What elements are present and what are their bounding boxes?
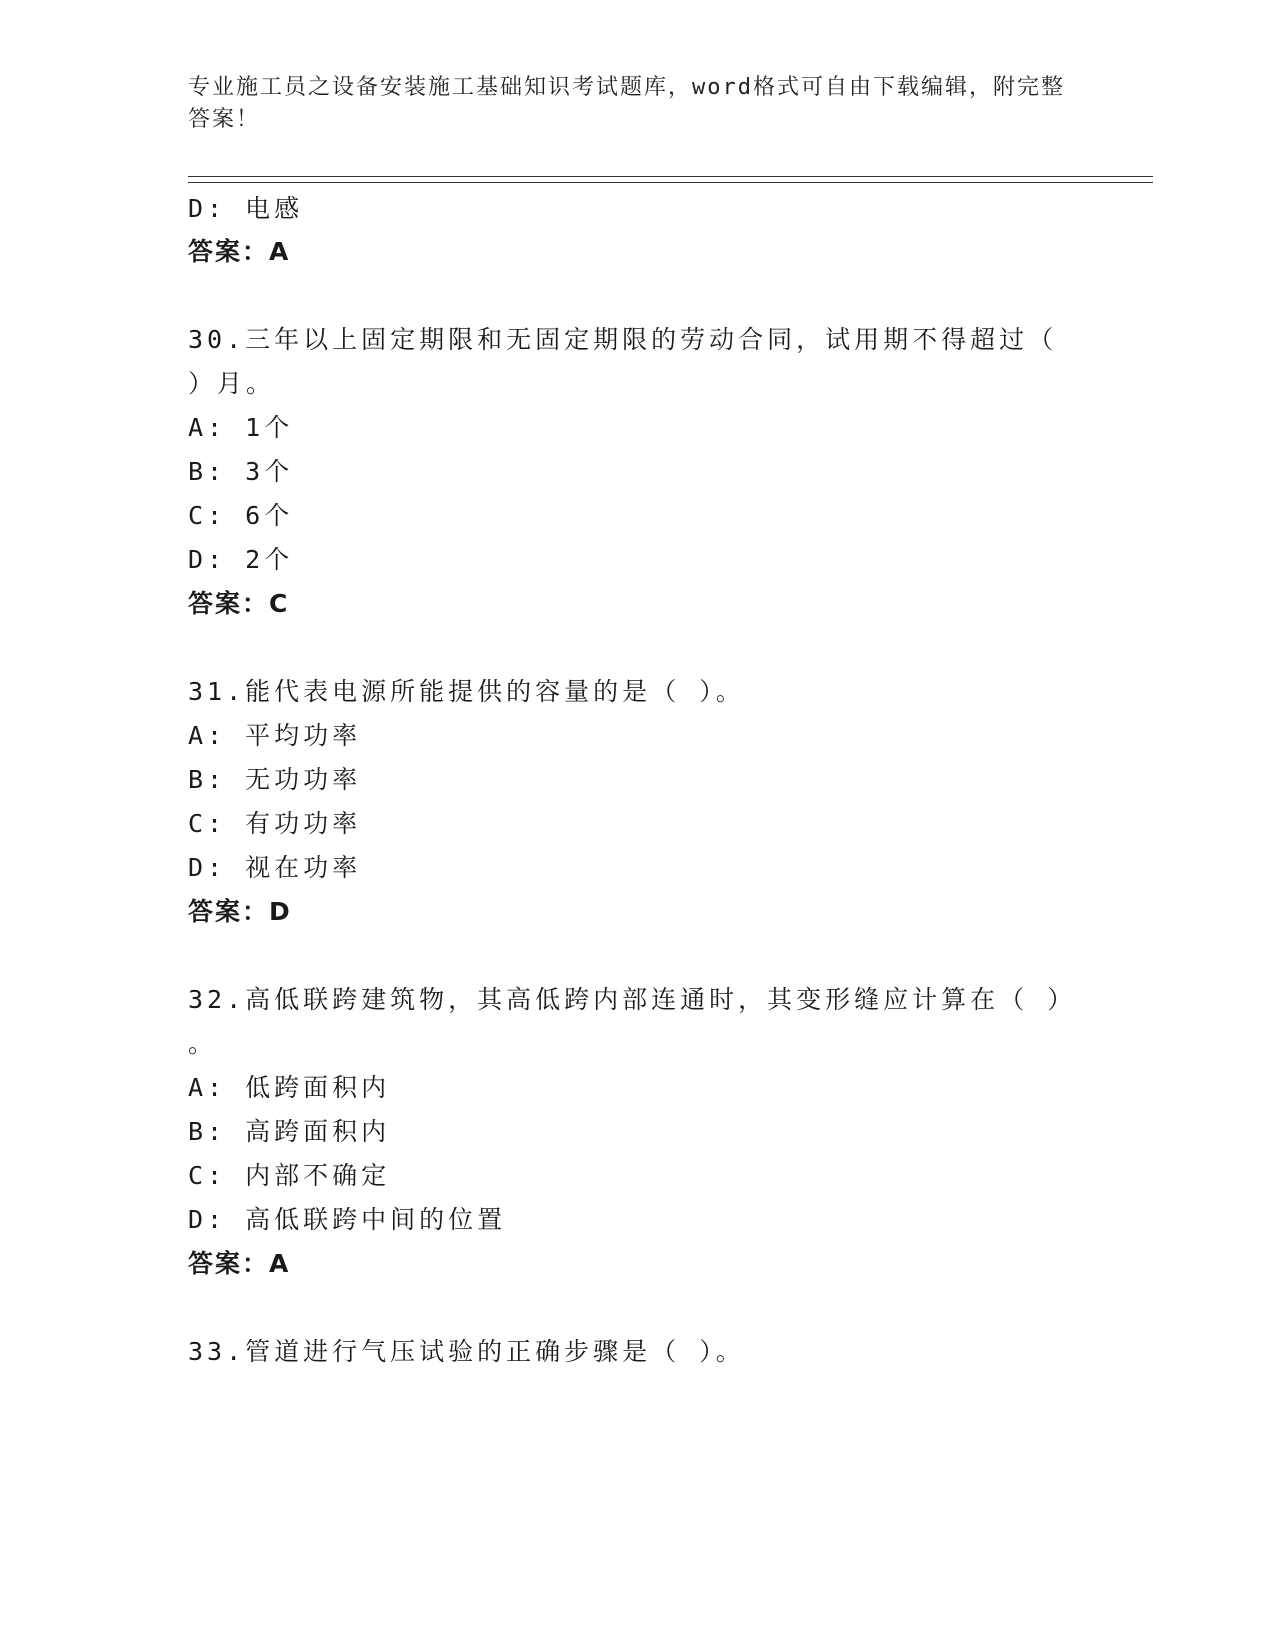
q31-option-b: B: 无功功率 — [188, 765, 362, 794]
q30-option-d: D: 2个 — [188, 545, 294, 574]
q32-option-a: A: 低跨面积内 — [188, 1073, 391, 1102]
q32-answer: 答案：A — [188, 1249, 291, 1278]
q31-option-a: A: 平均功率 — [188, 721, 362, 750]
q29-option-d: D: 电感 — [188, 194, 304, 223]
q32-option-d: D: 高低联跨中间的位置 — [188, 1205, 507, 1234]
q30-stem-line1: 30.三年以上固定期限和无固定期限的劳动合同，试用期不得超过（ — [188, 325, 1058, 354]
q31-option-d: D: 视在功率 — [188, 853, 362, 882]
q31-option-c: C: 有功功率 — [188, 809, 362, 838]
q31-stem: 31.能代表电源所能提供的容量的是（ ）。 — [188, 677, 745, 706]
document-header: 专业施工员之设备安装施工基础知识考试题库，word格式可自由下载编辑，附完整答案！ — [188, 75, 1065, 132]
q33-stem: 33.管道进行气压试验的正确步骤是（ ）。 — [188, 1337, 745, 1366]
q29-answer: 答案：A — [188, 237, 291, 266]
q31-answer: 答案：D — [188, 897, 292, 926]
q30-answer: 答案：C — [188, 589, 290, 618]
q32-option-b: B: 高跨面积内 — [188, 1117, 391, 1146]
q32-option-c: C: 内部不确定 — [188, 1161, 391, 1190]
q30-option-c: C: 6个 — [188, 501, 294, 530]
q32-stem-line1: 32.高低联跨建筑物，其高低跨内部连通时，其变形缝应计算在（ ） — [188, 985, 1077, 1014]
q32-stem-line2: 。 — [188, 1029, 218, 1058]
q30-stem-line2: ）月。 — [188, 369, 276, 398]
header-divider-top — [188, 176, 1153, 177]
q30-option-a: A: 1个 — [188, 413, 294, 442]
header-divider-bottom — [188, 182, 1153, 183]
q30-option-b: B: 3个 — [188, 457, 294, 486]
